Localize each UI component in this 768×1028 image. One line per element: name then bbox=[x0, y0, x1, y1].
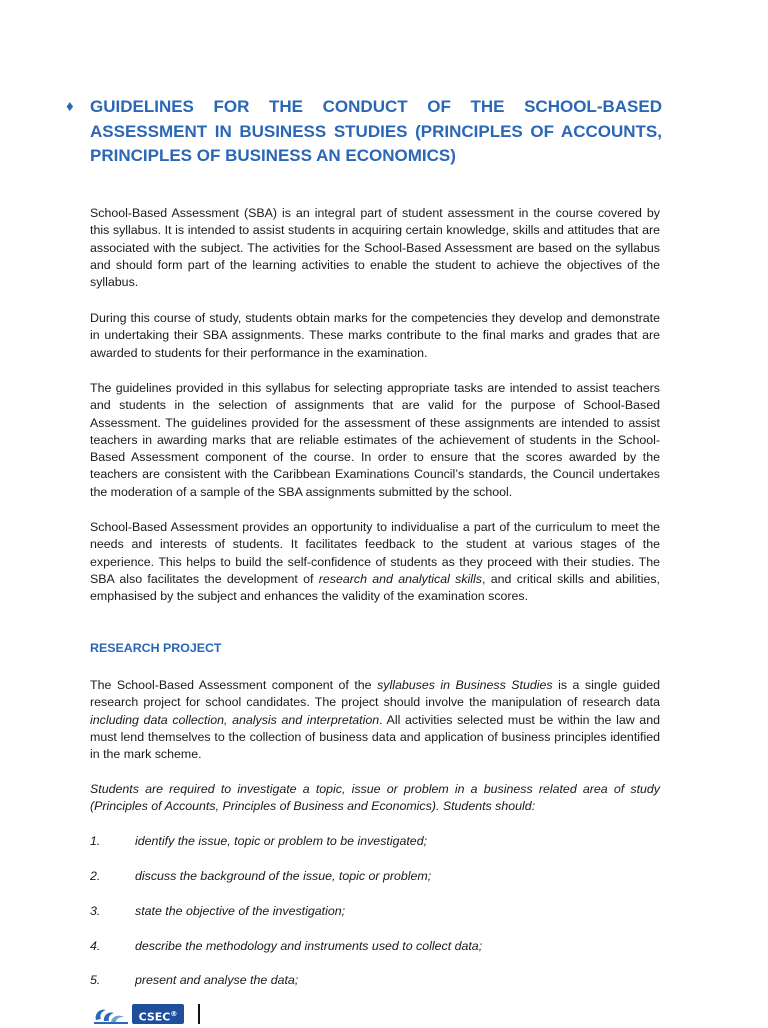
paragraph-research-project bbox=[90, 677, 660, 763]
footer-divider bbox=[198, 1004, 200, 1024]
section-heading-text: GUIDELINES FOR THE CONDUCT OF THE SCHOOL-BASED ASSESSMENT IN BUSINESS STUDIES (PRINCIPLES OF ACCOUNTS, PRINCIPLES OF BUSINESS AN ECONOMICS) bbox=[90, 97, 662, 165]
list-item-text: state the objective of the investigation; bbox=[135, 904, 346, 918]
paragraph-text: The School-Based Assessment component of the bbox=[90, 678, 378, 692]
paragraph-text: During this course of study, students obtain marks for the competencies they develop and demonstrate in undertaking their SBA assignments. These marks contribute to the final marks and grades that are awarded to students for their performance in the examination. bbox=[90, 311, 660, 360]
paragraph-text: School-Based Assessment (SBA) is an integral part of student assessment in the course covered by this syllabus. It is intended to assist students in acquiring certain knowledge, skills and attitudes that are associated with the subject. The activities for the School-Based Assessment are based on the syllabus and should form part of the learning activities to enable the student to achieve the objectives of the syllabus. bbox=[90, 206, 660, 290]
list-item-text: identify the issue, topic or problem to be investigated; bbox=[135, 834, 428, 848]
diamond-bullet-icon: ♦ bbox=[66, 98, 74, 115]
list-item bbox=[90, 973, 660, 991]
paragraph-text: School-Based Assessment provides an opportunity to individualise a part of the curriculum to meet the needs and interests of students. It facilitates feedback to the student at various stages of the experience. This helps to build the self-confidence of students as they proceed with their studies. The SBA also facilitates the development of bbox=[90, 520, 660, 586]
list-item-number: 2. bbox=[90, 869, 101, 883]
paragraph-students-required bbox=[90, 781, 660, 816]
section-heading bbox=[66, 95, 662, 169]
list-item-number: 4. bbox=[90, 939, 101, 953]
emphasis-text: including data collection, analysis and interpretation bbox=[90, 712, 380, 727]
cxc-logo-icon bbox=[92, 1006, 130, 1024]
paragraph-text: Students are required to investigate a topic, issue or problem in a business related area of study (Principles of Accounts, Principles of Business and Economics). Students should: bbox=[90, 782, 660, 814]
csec-badge: CSEC® bbox=[132, 1004, 184, 1024]
paragraph-text: The guidelines provided in this syllabus for selecting appropriate tasks are intended to assist teachers and students in the selection of assignments that are valid for the purpose of School-Based Assessment. The guidelines provided for the assessment of these assignments are intended to assist teachers in awarding marks that are reliable estimates of the achievement of students in the School-Based Assessment component of the course. In order to ensure that the scores awarded by the teachers are consistent with the Caribbean Examinations Council’s standards, the Council undertakes the moderation of a sample of the SBA assignments submitted by the school. bbox=[90, 381, 660, 499]
list-item bbox=[90, 939, 660, 957]
paragraph-text: . All activities selected must be within the law and must lend themselves to the collection of business data and application of business principles identified in the mark scheme. bbox=[90, 712, 660, 762]
paragraph-sba-intro bbox=[90, 205, 660, 291]
list-item bbox=[90, 869, 660, 887]
page-footer bbox=[92, 1000, 292, 1024]
emphasis-text: research and analytical skills bbox=[318, 571, 483, 586]
list-item-text: describe the methodology and instruments used to collect data; bbox=[135, 939, 483, 953]
paragraph-course-of-study bbox=[90, 310, 660, 362]
paragraph-text: , and critical skills and abilities, emphasised by the subject and enhances the validity of the examination scores. bbox=[90, 571, 660, 604]
research-project-heading: RESEARCH PROJECT bbox=[90, 641, 222, 655]
list-item-text: discuss the background of the issue, topic or problem; bbox=[135, 869, 432, 883]
list-item-number: 1. bbox=[90, 834, 101, 848]
list-item-number: 5. bbox=[90, 973, 101, 987]
emphasis-text: syllabuses in Business Studies bbox=[377, 678, 553, 692]
list-item-text: present and analyse the data; bbox=[135, 973, 299, 987]
paragraph-sba-opportunity bbox=[90, 519, 660, 605]
paragraph-text: is a single guided research project for school candidates. The project should involve the manipulation of research data bbox=[90, 678, 660, 710]
list-item-number: 3. bbox=[90, 904, 101, 918]
list-item bbox=[90, 834, 660, 852]
paragraph-guidelines bbox=[90, 380, 660, 501]
list-item bbox=[90, 904, 660, 922]
